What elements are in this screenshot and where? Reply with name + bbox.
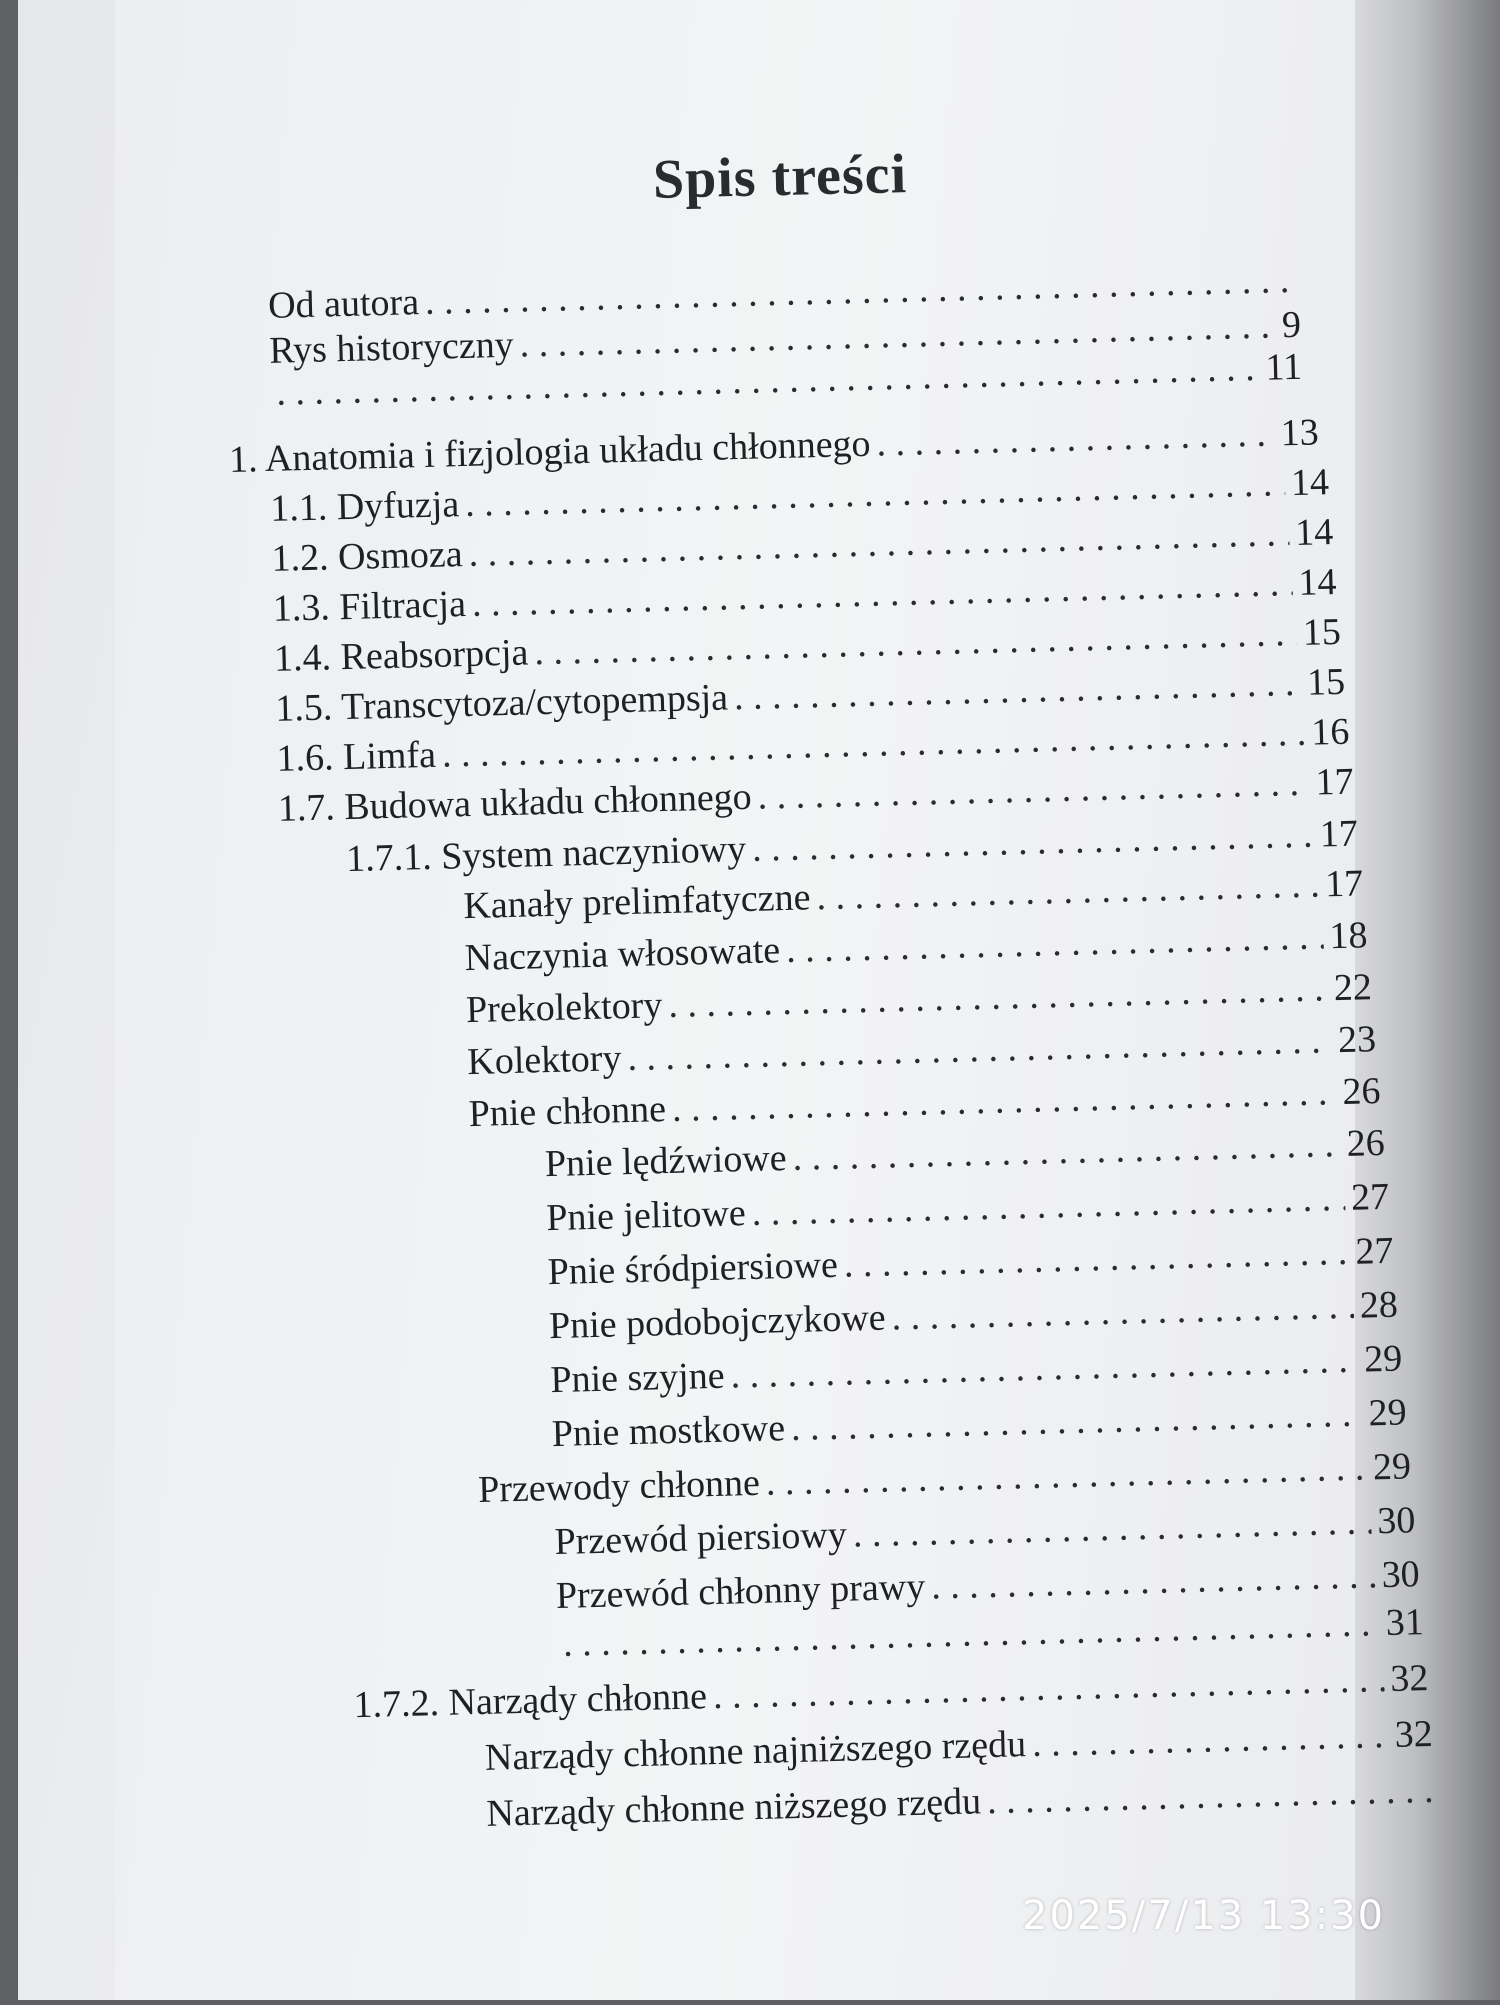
toc-entry-page: 29 xyxy=(1363,1337,1403,1381)
leader-dots xyxy=(1031,1713,1389,1766)
toc-entry-label: Przewody chłonne xyxy=(477,1461,761,1511)
leader-dots xyxy=(931,1553,1377,1608)
toc-entry-label: 1.6. Limfa xyxy=(276,733,437,780)
toc-entry-label: Pnie śródpiersiowe xyxy=(547,1243,839,1294)
page-title: Spis treści xyxy=(652,143,908,211)
toc-entry-page: 9 xyxy=(1281,303,1302,347)
toc-entry-label: 1.5. Transcytoza/cytopempsja xyxy=(274,676,729,730)
toc-entry-page: 17 xyxy=(1324,862,1364,906)
toc-entry-page: 17 xyxy=(1315,760,1355,804)
toc-entry-label: 1.1. Dyfuzja xyxy=(269,483,460,530)
leader-dots xyxy=(843,1230,1350,1287)
toc-entry-label: Pnie jelitowe xyxy=(545,1192,747,1240)
toc-entry-label: Pnie podobojczykowe xyxy=(548,1296,887,1348)
toc-entry-label: 1.7.1. System naczyniowy xyxy=(345,827,747,881)
toc-entry-page: 30 xyxy=(1381,1553,1421,1597)
toc-entry-page: 16 xyxy=(1310,710,1350,754)
toc-entry-page: 27 xyxy=(1350,1175,1390,1219)
toc-entry-label: 1.7. Budowa układu chłonnego xyxy=(277,775,753,830)
toc-entry-page: 29 xyxy=(1368,1391,1408,1435)
toc-entry-label: 1.7.2. Narządy chłonne xyxy=(353,1675,708,1727)
toc-entry-label: Kanały prelimfatyczne xyxy=(462,876,811,928)
toc-entry-page: 14 xyxy=(1294,511,1334,554)
toc-entry-page: 27 xyxy=(1354,1229,1394,1273)
toc-entry-label: Pnie lędźwiowe xyxy=(544,1137,788,1186)
toc-entry-label: Narządy chłonne najniższego rzędu xyxy=(484,1723,1027,1779)
toc-entry-page: 18 xyxy=(1328,914,1368,958)
leader-dots xyxy=(712,1657,1384,1718)
toc-entry-page: 13 xyxy=(1280,411,1320,455)
toc-entry-page: 17 xyxy=(1319,812,1359,856)
toc-entry-page: 31 xyxy=(1385,1601,1425,1645)
toc-entry-page: 11 xyxy=(1264,345,1303,389)
toc-entry-page: 23 xyxy=(1337,1018,1377,1062)
toc-entry-label: Rys historyczny xyxy=(268,323,515,372)
toc-entry-label: Pnie chłonne xyxy=(468,1088,667,1136)
toc-entry-page: 29 xyxy=(1372,1445,1412,1489)
toc-entry-page: 32 xyxy=(1394,1712,1434,1756)
leader-dots xyxy=(876,411,1275,465)
toc-entry-page: 15 xyxy=(1306,660,1346,704)
toc-entry-page: 14 xyxy=(1290,461,1330,505)
toc-entry-page: 15 xyxy=(1302,610,1342,654)
toc-entry-label: Naczynia włosowate xyxy=(464,929,781,980)
toc-entry-label: Przewód chłonny prawy xyxy=(555,1565,926,1618)
toc-entry-label: Kolektory xyxy=(466,1037,622,1084)
photo-timestamp: 2025/7/13 13:30 xyxy=(1022,1893,1386,1939)
toc-entry-page: 32 xyxy=(1389,1657,1429,1700)
leader-dots xyxy=(790,1392,1363,1450)
toc-entry-label: 1.3. Filtracja xyxy=(272,583,467,630)
toc-entry-page: 22 xyxy=(1333,966,1373,1010)
toc-entry-label: 1. Anatomia i fizjologia układu chłonnego xyxy=(228,422,872,481)
toc-entry-page: 26 xyxy=(1341,1070,1381,1113)
toc-entry-label: 1.2. Osmoza xyxy=(271,533,464,580)
leader-dots xyxy=(891,1284,1354,1340)
toc-entry-page: 28 xyxy=(1359,1283,1399,1327)
toc-entry-label: Prekolektory xyxy=(465,984,663,1032)
leader-dots xyxy=(751,1176,1345,1235)
toc-entry-label: Pnie szyjne xyxy=(549,1354,726,1402)
toc-entry-label: Narządy chłonne niższego rzędu xyxy=(485,1780,982,1835)
toc-entry-page: 14 xyxy=(1297,560,1338,604)
leader-dots xyxy=(852,1499,1372,1556)
toc-entry-label: 1.4. Reabsorpcja xyxy=(273,631,529,680)
toc-entry-label: Przewód piersiowy xyxy=(554,1513,848,1564)
leader-dots xyxy=(987,1768,1432,1823)
toc-entry-page: 30 xyxy=(1376,1499,1416,1543)
toc-entry-page: 26 xyxy=(1346,1121,1386,1165)
toc-entry-label: Od autora xyxy=(267,281,420,327)
toc-entry-label: Pnie mostkowe xyxy=(551,1407,786,1456)
